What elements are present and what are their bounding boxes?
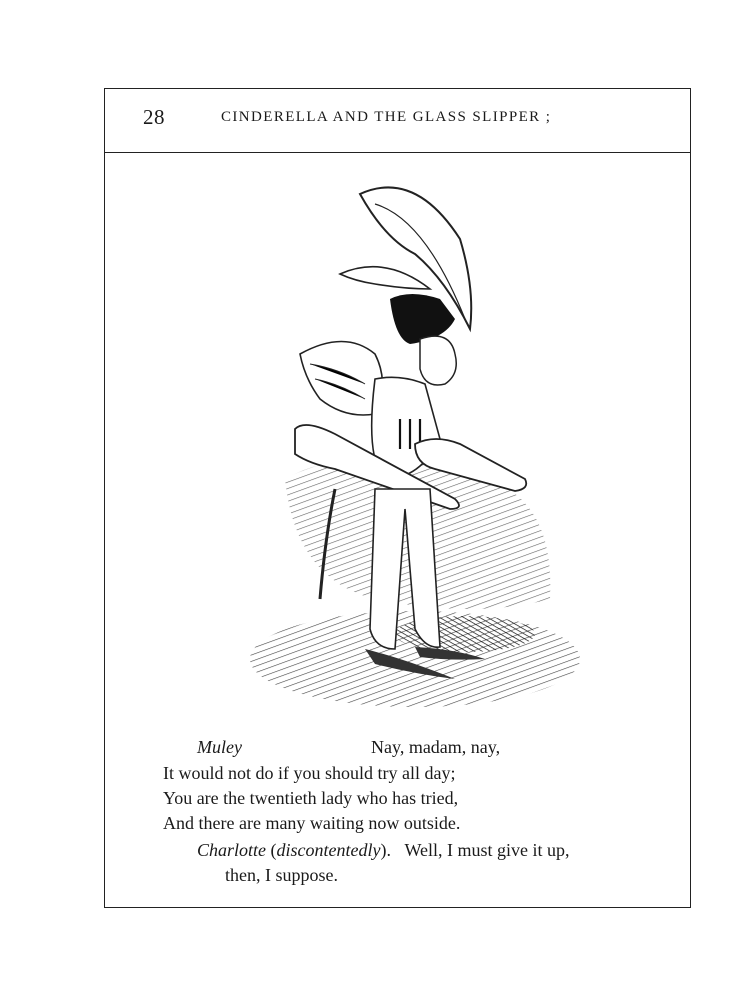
dialogue-line-6: then, I suppose. [225,865,338,885]
face [420,336,456,385]
stage-close: ). [380,840,391,860]
wing [300,342,383,416]
page-header [105,89,690,153]
charlotte-line: Well, I must give it up, [404,840,570,860]
dialogue-speaker-line [197,735,242,759]
dialogue-line-4: And there are many waiting now outside. [163,813,461,833]
page-border [104,88,691,908]
stage-direction: discontentedly [276,840,381,860]
running-title: CINDERELLA AND THE GLASS SLIPPER ; [221,109,552,125]
dialogue-line-3: You are the twentieth lady who has tried, [163,788,459,808]
page-number: 28 [143,105,165,129]
stage-open: ( [270,840,277,860]
dialogue-line-1: Nay, madam, nay, [371,737,501,757]
engraving-illustration [225,179,595,719]
speaker-muley: Muley [197,737,242,757]
hat [390,294,455,344]
dialogue-line-2: It would not do if you should try all day; [163,763,456,783]
speaker-charlotte: Charlotte [197,840,267,860]
dialogue-line-5 [197,838,570,862]
